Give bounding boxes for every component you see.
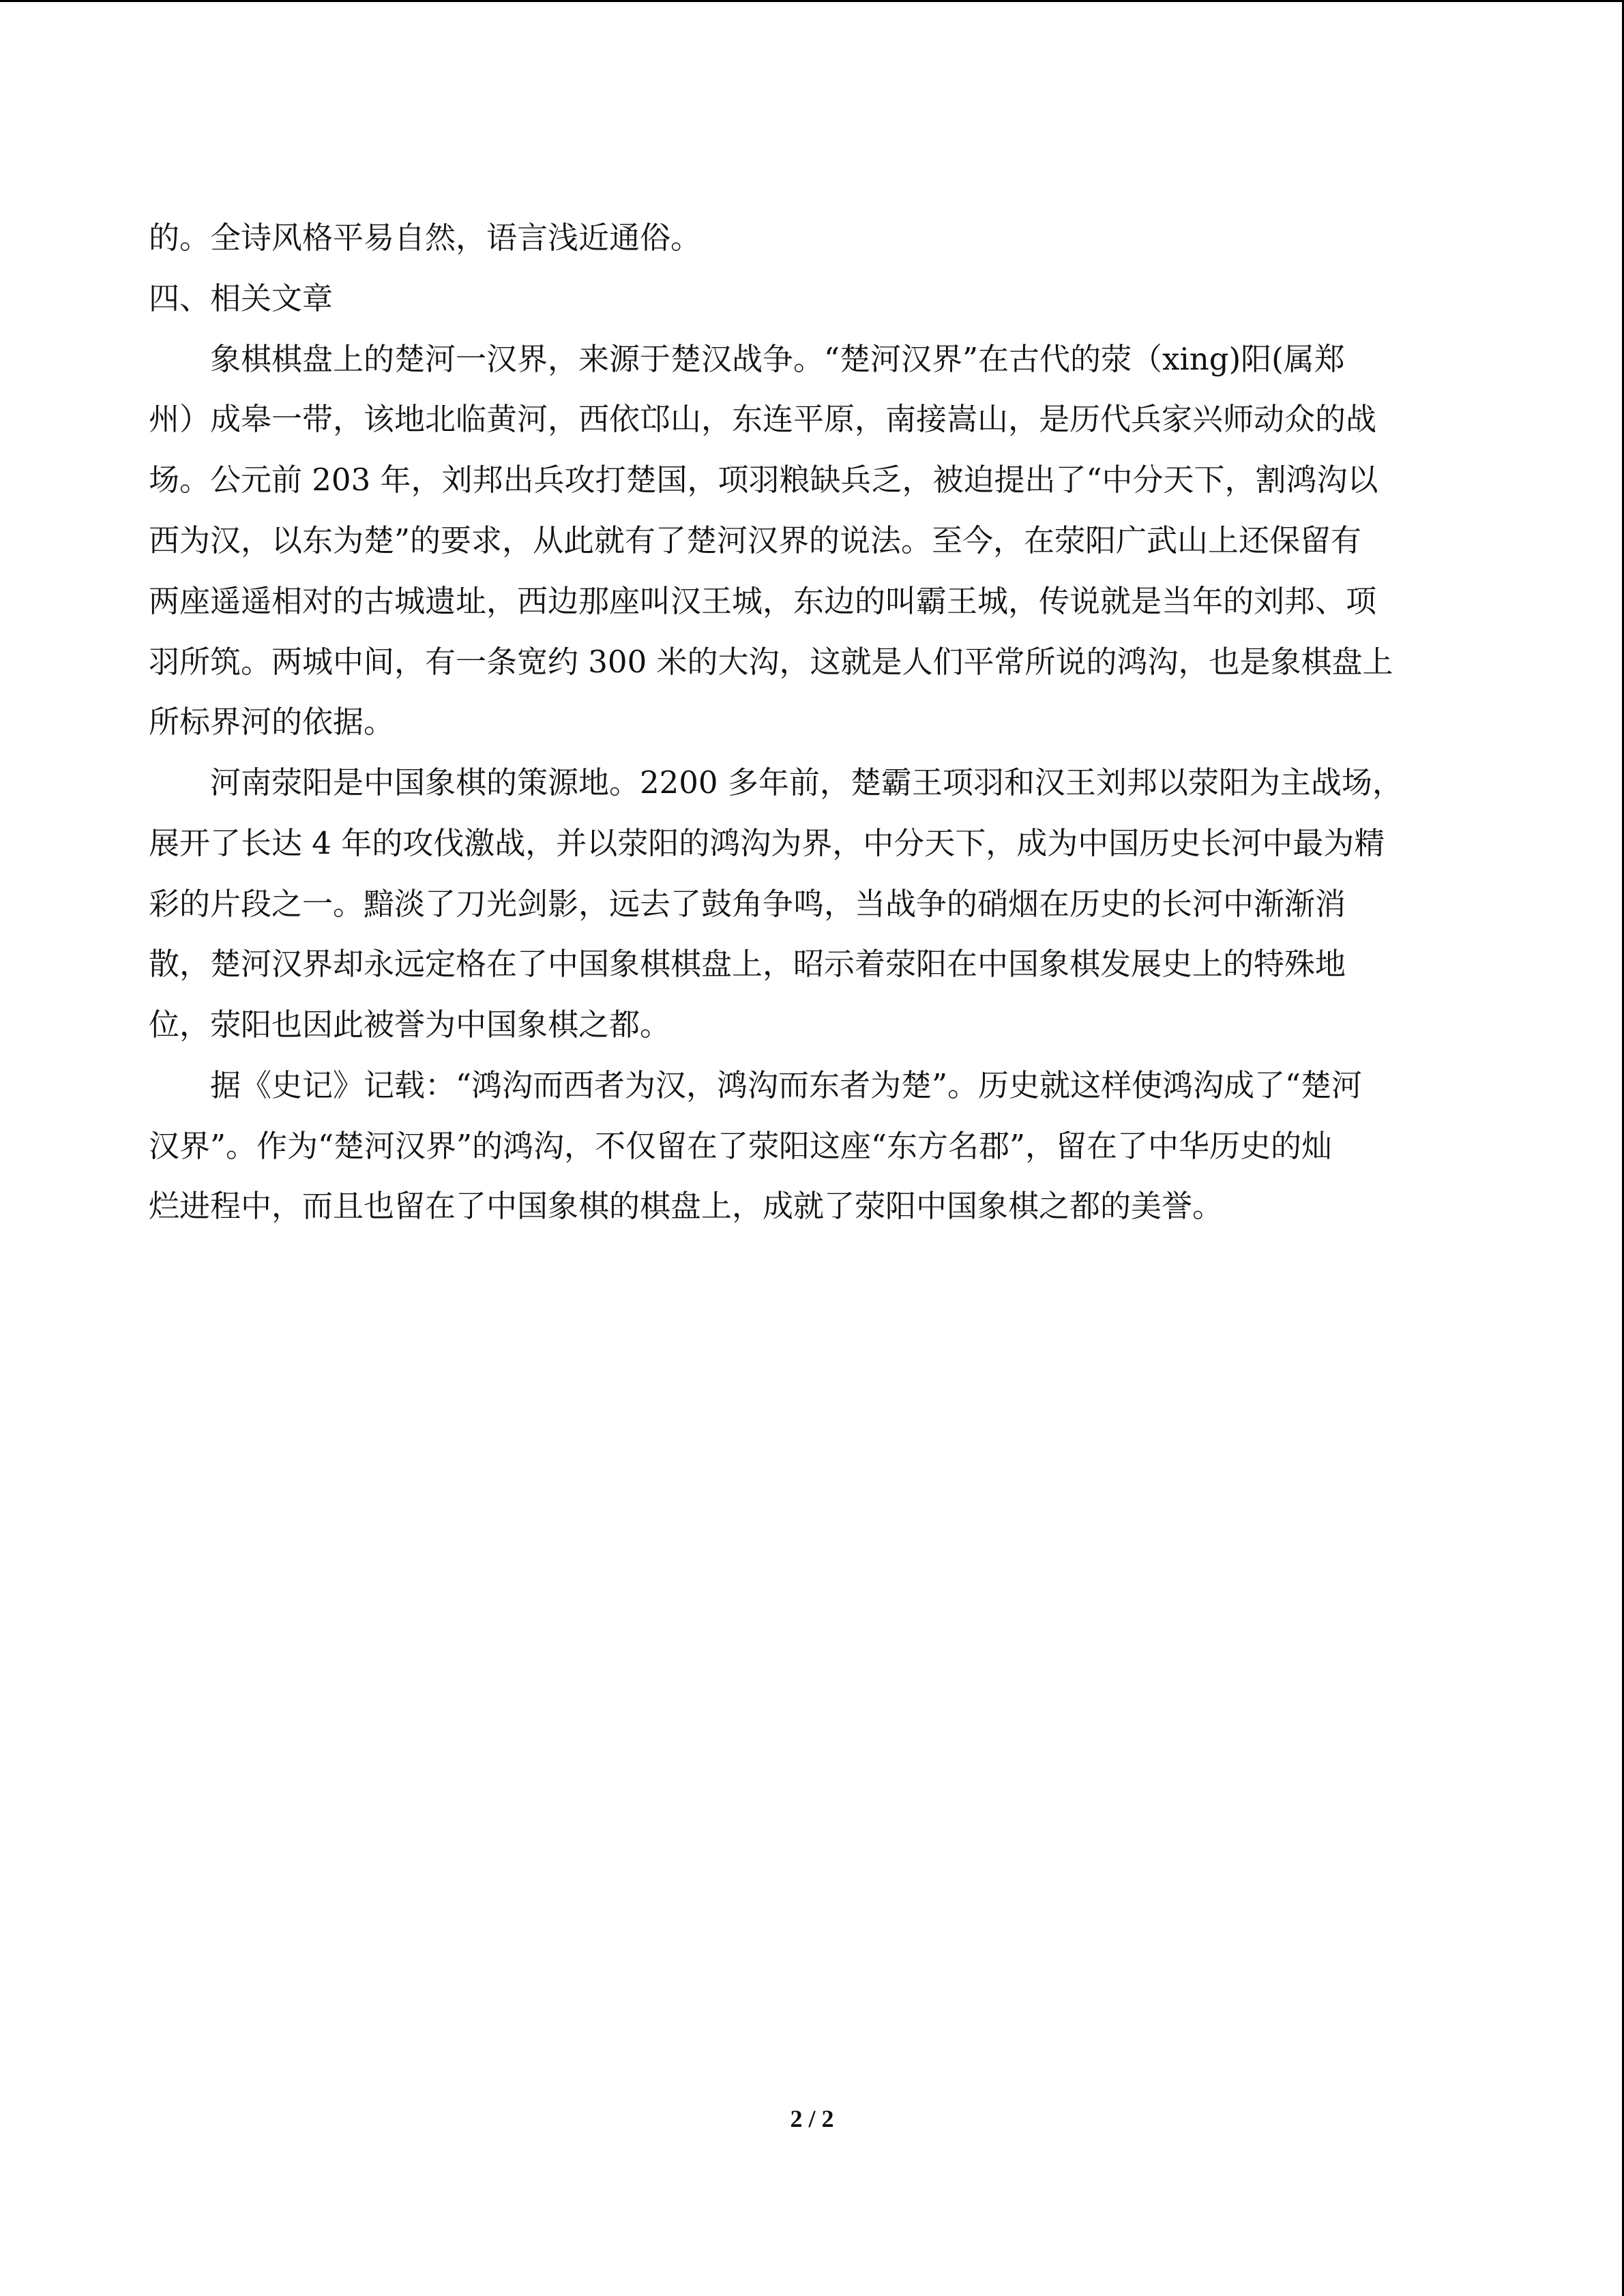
text-line: 两座遥遥相对的古城遗址，西边那座叫汉王城，东边的叫霸王城，传说就是当年的刘邦、项 xyxy=(149,583,1377,619)
text-line: 羽所筑。两城中间，有一条宽约 300 米的大沟，这就是人们平常所说的鸿沟，也是象棋盘上 xyxy=(149,644,1393,680)
text-line: 散，楚河汉界却永远定格在了中国象棋棋盘上，昭示着荥阳在中国象棋发展史上的特殊地 xyxy=(149,946,1346,982)
text-line: 展开了长达 4 年的攻伐激战，并以荥阳的鸿沟为界，中分天下，成为中国历史长河中最为精 xyxy=(149,825,1385,861)
text-line: 的。全诗风格平易自然，语言浅近通俗。 xyxy=(149,220,702,256)
text-line: 河南荥阳是中国象棋的策源地。2200 多年前，楚霸王项羽和汉王刘邦以荥阳为主战场， xyxy=(210,764,1403,801)
text-line: 所标界河的依据。 xyxy=(149,704,395,740)
page-number: 2 / 2 xyxy=(790,2105,834,2132)
text-line: 西为汉，以东为楚”的要求，从此就有了楚河汉界的说法。至今，在荥阳广武山上还保留有 xyxy=(149,522,1362,558)
text-line: 场。公元前 203 年，刘邦出兵攻打楚国，项羽粮缺兵乏，被迫提出了“中分天下，割鸿沟以 xyxy=(149,462,1378,498)
text-line: 据《史记》记载：“鸿沟而西者为汉，鸿沟而东者为楚”。历史就这样使鸿沟成了“楚河 xyxy=(210,1067,1363,1103)
text-line: 位，荥阳也因此被誉为中国象棋之都。 xyxy=(149,1007,671,1043)
text-line: 彩的片段之一。黯淡了刀光剑影，远去了鼓角争鸣，当战争的硝烟在历史的长河中渐渐消 xyxy=(149,886,1346,922)
text-line: 象棋棋盘上的楚河一汉界，来源于楚汉战争。“楚河汉界”在古代的荥（xing)阳(属郑 xyxy=(210,341,1345,377)
text-line: 汉界”。作为“楚河汉界”的鸿沟，不仅留在了荥阳这座“东方名郡”，留在了中华历史的灿 xyxy=(149,1128,1333,1164)
text-line: 州）成皋一带，该地北临黄河，西依邙山，东连平原，南接嵩山，是历代兵家兴师动众的战 xyxy=(149,401,1377,437)
section-heading: 四、相关文章 xyxy=(149,280,334,316)
text-line: 烂进程中，而且也留在了中国象棋的棋盘上，成就了荥阳中国象棋之都的美誉。 xyxy=(149,1188,1224,1224)
